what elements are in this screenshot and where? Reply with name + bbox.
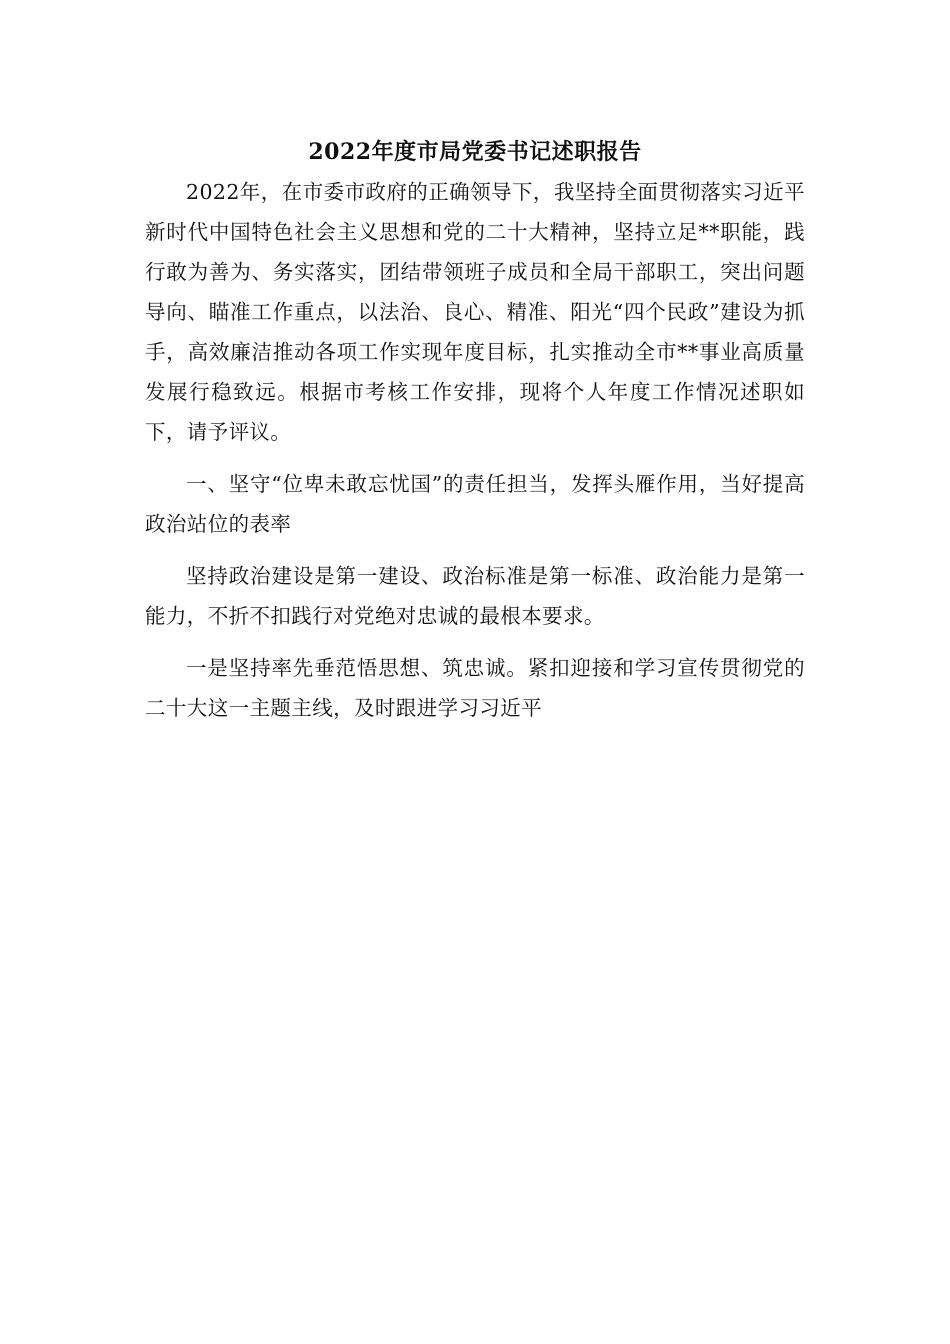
paragraph-point-one: 一是坚持率先垂范悟思想、筑忠诚。紧扣迎接和学习宣传贯彻党的二十大这一主题主线，及时跟进学习习近平 [145,656,805,720]
section-heading-one: 一、坚守“位卑未敢忘忧国”的责任担当，发挥头雁作用，当好提高政治站位的表率 [145,472,805,536]
paragraph-intro: 2022年，在市委市政府的正确领导下，我坚持全面贯彻落实习近平新时代中国特色社会主义思想和党的二十大精神，坚持立足**职能，践行敢为善为、务实落实，团结带领班子成员和全局干部职工，突出问题导向、瞄准工作重点，以法治、良心、精准、阳光“四个民政”建设为抓手，高效廉洁推动各项工作实现年度目标，扎实推动全市**事业高质量发展行稳致远。根据市考核工作安排，现将个人年度工作情况述职如下，请予评议。 [145,180,805,444]
paragraph-political-building: 坚持政治建设是第一建设、政治标准是第一标准、政治能力是第一能力，不折不扣践行对党绝对忠诚的最根本要求。 [145,564,805,628]
document-title: 2022年度市局党委书记述职报告 [308,139,642,165]
document-body [145,152,805,728]
